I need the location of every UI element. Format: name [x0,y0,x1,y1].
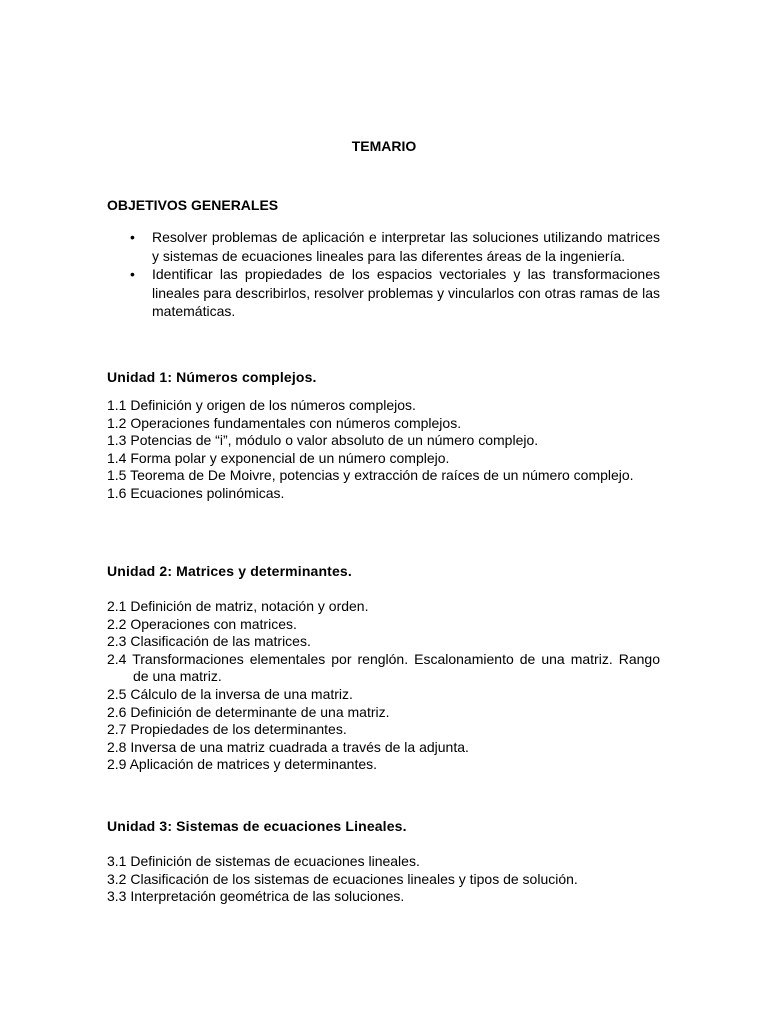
unit-3-topics [107,853,660,906]
topic-item: 2.7 Propiedades de los determinantes. [107,721,347,738]
document-title: TEMARIO [351,138,417,154]
topic-item: 2.1 Definición de matriz, notación y orden. [107,598,369,614]
topic-item: 1.6 Ecuaciones polinómicas. [107,484,285,501]
topic-item: 2.8 Inversa de una matriz cuadrada a través de la adjunta. [107,738,469,755]
bullet-icon: • [130,229,135,245]
objective-item [107,228,660,265]
topic-item: 2.2 Operaciones con matrices. [107,615,297,632]
unit-2-topics [107,598,660,774]
unit-2-heading: Unidad 2: Matrices y determinantes. [107,563,352,579]
topic-item: 2.4 Transformaciones elementales por renglón. Escalonamiento de una matriz. Rango de una matriz. [107,650,660,685]
topic-item: 2.9 Aplicación de matrices y determinantes. [107,756,378,773]
topic-item: 1.1 Definición y origen de los números complejos. [107,397,416,413]
topic-item: 1.2 Operaciones fundamentales con números complejos. [107,414,462,431]
unit-1-topics [107,397,660,503]
objectives-heading: OBJETIVOS GENERALES [107,197,279,213]
topic-item: 3.3 Interpretación geométrica de las soluciones. [107,888,405,905]
objectives-list [107,228,660,321]
topic-item: 3.2 Clasificación de los sistemas de ecuaciones lineales y tipos de solución. [107,870,578,887]
topic-item: 2.5 Cálculo de la inversa de una matriz. [107,685,353,702]
topic-item: 1.5 Teorema de De Moivre, potencias y extracción de raíces de un número complejo. [107,467,634,484]
topic-item: 2.6 Definición de determinante de una matriz. [107,703,390,720]
topic-item: 3.1 Definición de sistemas de ecuaciones lineales. [107,853,420,869]
topic-item: 1.3 Potencias de “i”, módulo o valor absoluto de un número complejo. [107,432,539,449]
objective-text: Identificar las propiedades de los espacios vectoriales y las transformaciones lineales para describirlos, resolver problemas y vincularlos con otras ramas de las matemáticas. [152,266,660,319]
bullet-icon: • [130,266,135,282]
objective-item [107,265,660,321]
topic-item: 2.3 Clasificación de las matrices. [107,633,311,650]
unit-1-heading: Unidad 1: Números complejos. [107,369,317,385]
unit-3-heading: Unidad 3: Sistemas de ecuaciones Lineales. [107,818,407,834]
objective-text: Resolver problemas de aplicación e interpretar las soluciones utilizando matrices y sistemas de ecuaciones lineales para las diferentes áreas de la ingeniería. [152,229,660,264]
topic-item: 1.4 Forma polar y exponencial de un número complejo. [107,449,450,466]
